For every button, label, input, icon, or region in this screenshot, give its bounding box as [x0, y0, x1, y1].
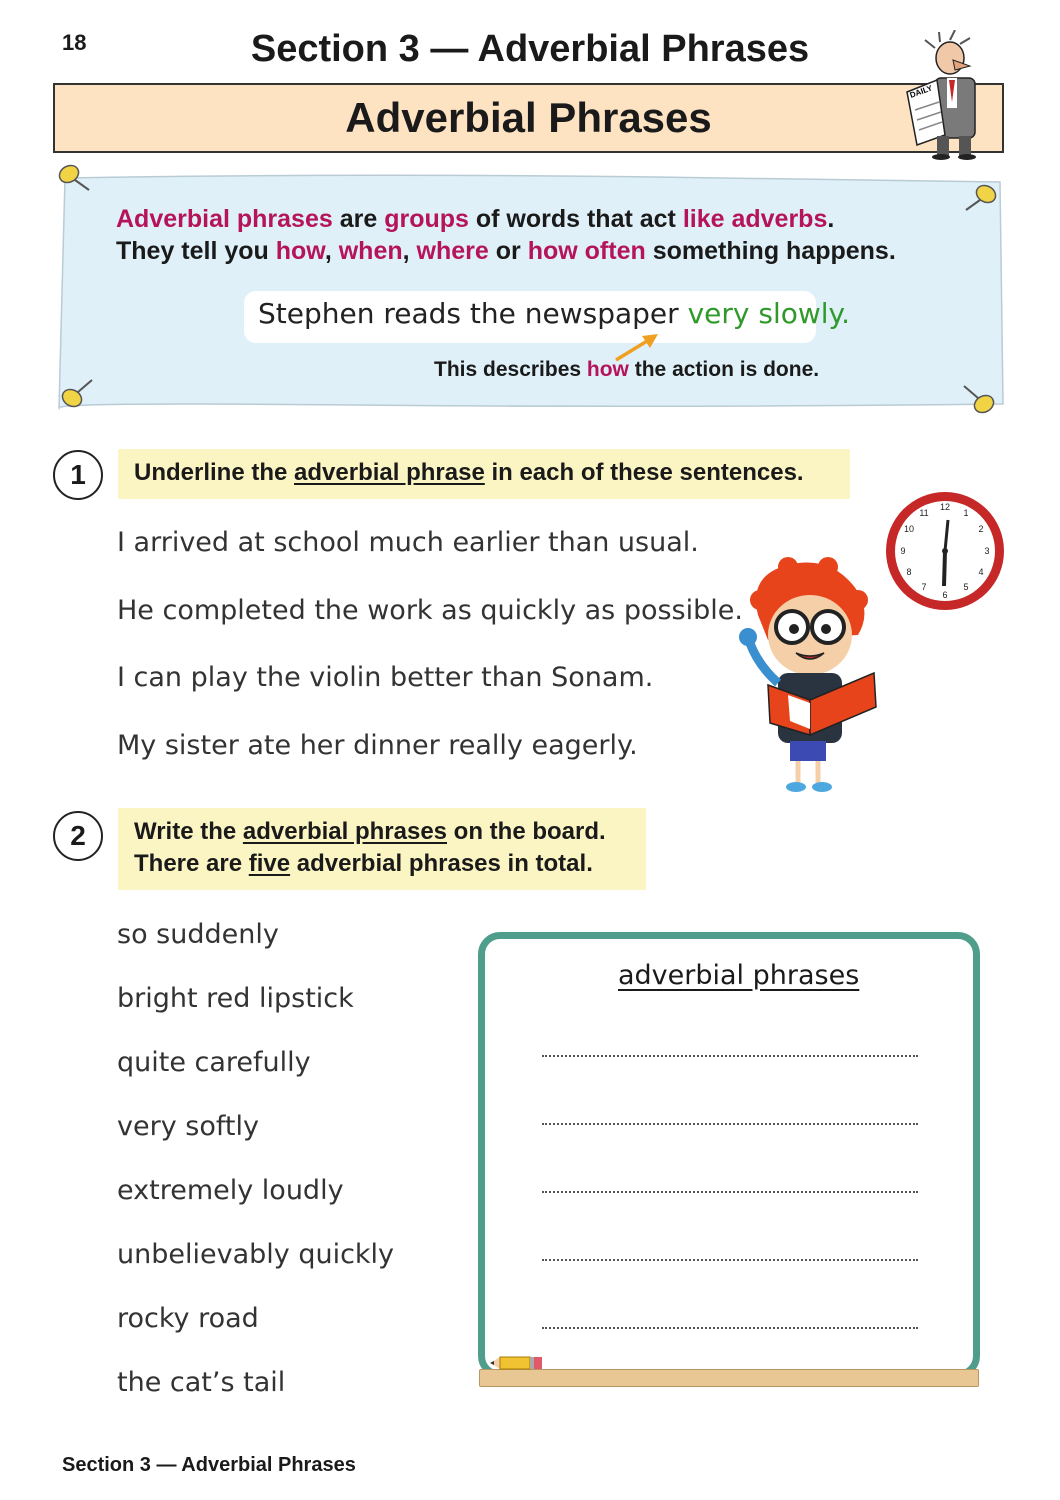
info-definition-line: Adverbial phrases are groups of words that act like adverbs. — [116, 205, 835, 233]
clock-number: 12 — [939, 502, 951, 512]
clock-icon — [882, 490, 1008, 612]
page-number: 18 — [62, 30, 87, 55]
question2-instruction-line1: Write the adverbial phrases on the board. — [134, 818, 606, 845]
clock-number: 11 — [919, 508, 929, 518]
pencil-icon — [490, 1356, 542, 1370]
pin-icon — [55, 160, 95, 200]
phrase-option[interactable]: unbelievably quickly — [117, 1239, 395, 1270]
clock-number: 6 — [942, 590, 948, 600]
question-number-2: 2 — [53, 811, 103, 861]
phrase-option[interactable]: so suddenly — [117, 919, 279, 950]
pin-icon — [58, 372, 98, 412]
clock-number: 1 — [963, 508, 969, 518]
question1-instruction: Underline the adverbial phrase in each of these sentences. — [118, 449, 850, 499]
board-title: adverbial phrases — [618, 960, 860, 991]
answer-line[interactable] — [542, 1259, 918, 1261]
info-explanation-line: They tell you how, when, where or how often something happens. — [116, 237, 896, 265]
page-title: Adverbial Phrases — [345, 94, 712, 141]
boy-reading-book-illustration — [728, 555, 888, 795]
example-note: This describes how the action is done. — [434, 358, 820, 381]
answer-line[interactable] — [542, 1055, 918, 1057]
sentence-item[interactable]: My sister ate her dinner really eagerly. — [117, 730, 638, 761]
clock-number: 4 — [978, 567, 984, 577]
phrase-option[interactable]: very softly — [117, 1111, 259, 1142]
phrase-option[interactable]: rocky road — [117, 1303, 259, 1334]
clock-number: 7 — [921, 582, 927, 592]
section-heading: Section 3 — Adverbial Phrases — [250, 28, 810, 70]
clock-number: 9 — [900, 546, 906, 556]
question2-instruction-line2: There are five adverbial phrases in total. — [134, 850, 593, 877]
man-reading-newspaper-illustration — [895, 30, 1005, 160]
phrase-option[interactable]: bright red lipstick — [117, 983, 354, 1014]
answer-line[interactable] — [542, 1327, 918, 1329]
clock-number: 5 — [963, 582, 969, 592]
example-sentence: Stephen reads the newspaper very slowly. — [258, 297, 851, 330]
phrase-option[interactable]: the cat’s tail — [117, 1367, 286, 1398]
sentence-item[interactable]: I can play the violin better than Sonam. — [117, 662, 654, 693]
answer-line[interactable] — [542, 1123, 918, 1125]
clock-number: 10 — [903, 524, 915, 534]
pin-icon — [958, 378, 998, 418]
phrase-option[interactable]: extremely loudly — [117, 1175, 344, 1206]
question-number-1: 1 — [53, 450, 103, 500]
clock-number: 2 — [978, 524, 984, 534]
newspaper-label: DAILY — [908, 83, 934, 100]
example-sentence-box — [244, 291, 851, 343]
answer-board — [478, 932, 980, 1378]
sentence-item[interactable]: I arrived at school much earlier than usual. — [117, 527, 699, 558]
clock-number: 8 — [906, 567, 912, 577]
answer-line[interactable] — [542, 1191, 918, 1193]
title-bar — [53, 83, 1004, 153]
question2-instruction — [118, 808, 646, 890]
clock-number: 3 — [984, 546, 990, 556]
pin-icon — [960, 180, 1000, 220]
sentence-item[interactable]: He completed the work as quickly as possible. — [117, 595, 743, 626]
board-ledge — [479, 1369, 979, 1387]
footer-section-label: Section 3 — Adverbial Phrases — [62, 1454, 356, 1476]
phrase-option[interactable]: quite carefully — [117, 1047, 311, 1078]
